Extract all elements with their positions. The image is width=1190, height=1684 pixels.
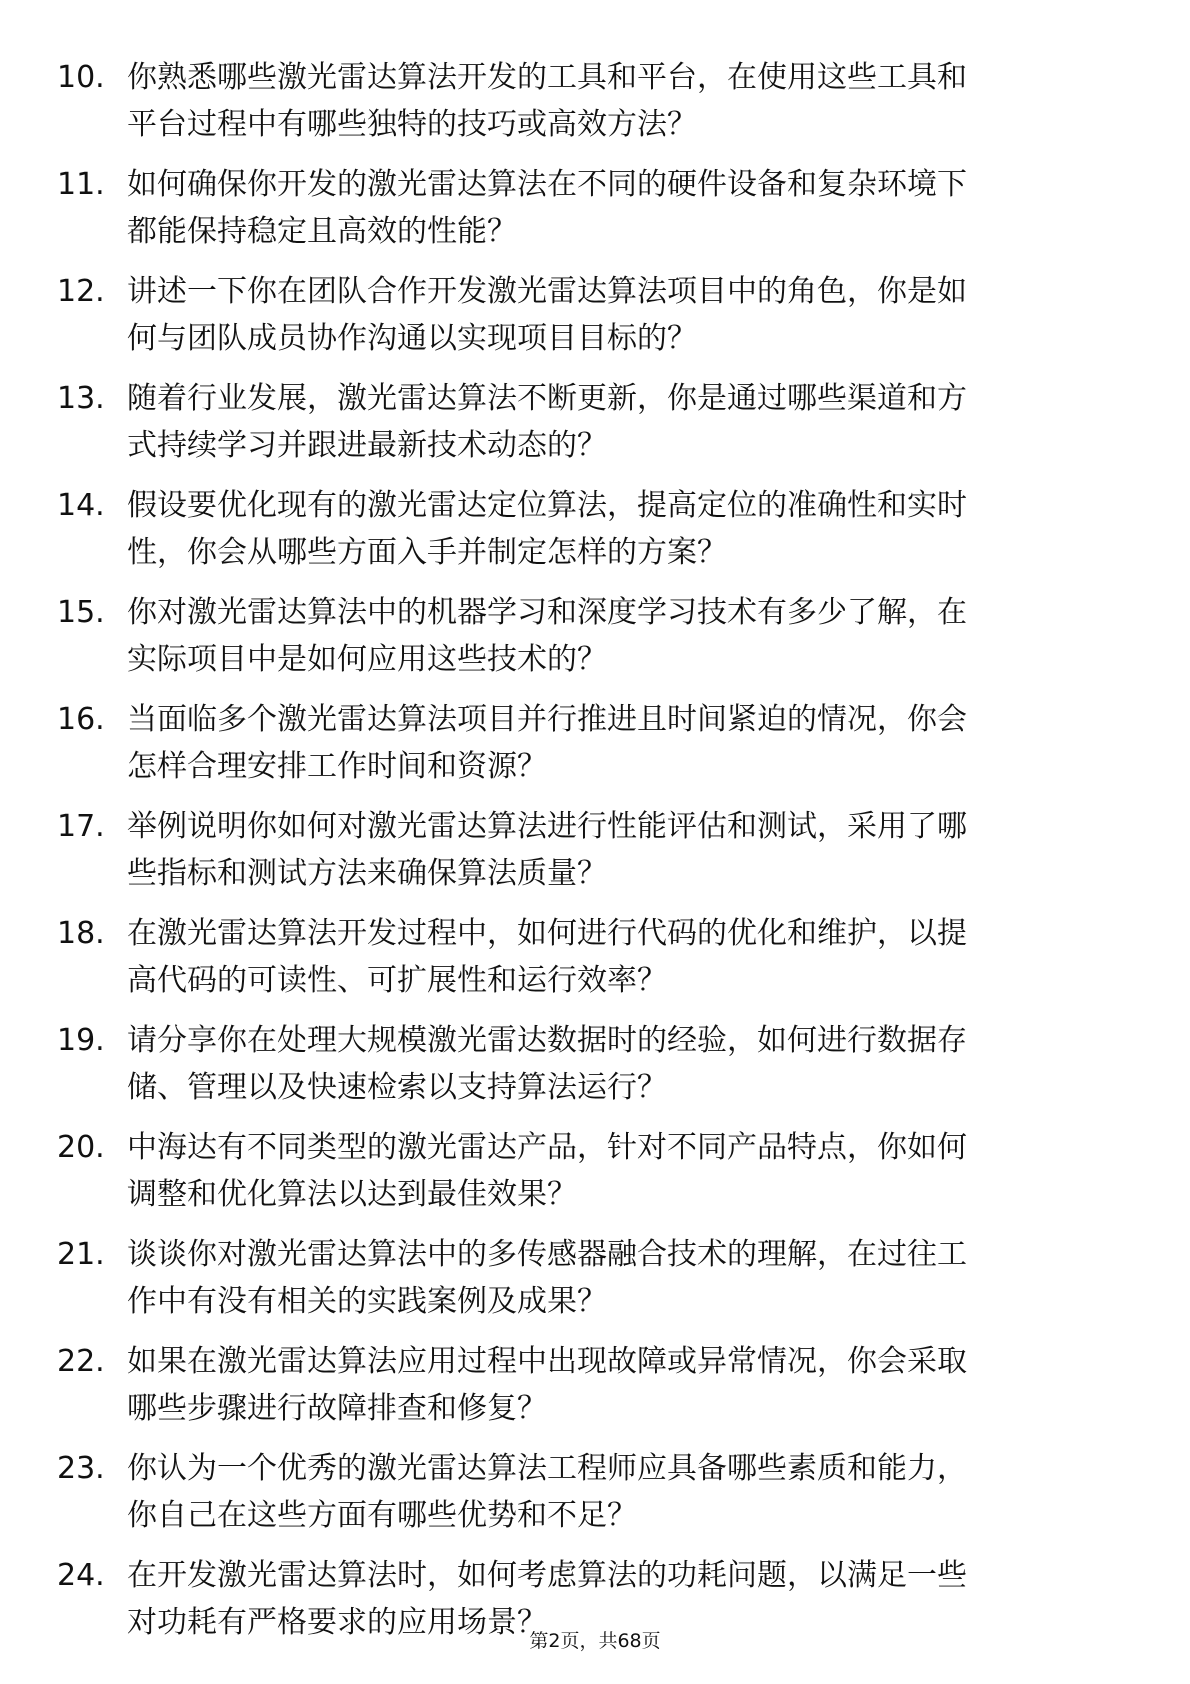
question-item bbox=[0, 1231, 1190, 1338]
question-line: 性，你会从哪些方面入手并制定怎样的方案？ bbox=[127, 535, 727, 570]
question-text bbox=[127, 589, 1117, 683]
question-number: 20. bbox=[57, 1130, 105, 1165]
question-text bbox=[127, 161, 1117, 255]
question-line: 怎样合理安排工作时间和资源？ bbox=[127, 749, 547, 784]
question-line: 平台过程中有哪些独特的技巧或高效方法？ bbox=[127, 107, 697, 142]
question-number: 12. bbox=[57, 274, 105, 309]
question-line: 中海达有不同类型的激光雷达产品，针对不同产品特点，你如何 bbox=[127, 1130, 967, 1165]
question-number: 13. bbox=[57, 381, 105, 416]
question-line: 举例说明你如何对激光雷达算法进行性能评估和测试，采用了哪 bbox=[127, 809, 967, 844]
question-line: 如何确保你开发的激光雷达算法在不同的硬件设备和复杂环境下 bbox=[127, 167, 967, 202]
question-line: 高代码的可读性、可扩展性和运行效率？ bbox=[127, 963, 667, 998]
question-number: 10. bbox=[57, 60, 105, 95]
question-number: 11. bbox=[57, 167, 105, 202]
question-line: 在开发激光雷达算法时，如何考虑算法的功耗问题，以满足一些 bbox=[127, 1558, 967, 1593]
question-line: 储、管理以及快速检索以支持算法运行？ bbox=[127, 1070, 667, 1105]
question-item bbox=[0, 482, 1190, 589]
question-item bbox=[0, 1017, 1190, 1124]
question-number: 23. bbox=[57, 1451, 105, 1486]
question-number: 14. bbox=[57, 488, 105, 523]
question-item bbox=[0, 1124, 1190, 1231]
question-item bbox=[0, 803, 1190, 910]
question-line: 都能保持稳定且高效的性能？ bbox=[127, 214, 517, 249]
question-item bbox=[0, 1338, 1190, 1445]
question-line: 你熟悉哪些激光雷达算法开发的工具和平台，在使用这些工具和 bbox=[127, 60, 967, 95]
question-number: 16. bbox=[57, 702, 105, 737]
page-footer: 第2页，共68页 bbox=[529, 1630, 661, 1652]
question-text bbox=[127, 1338, 1117, 1432]
question-line: 哪些步骤进行故障排查和修复？ bbox=[127, 1391, 547, 1426]
question-text bbox=[127, 1231, 1117, 1325]
question-line: 实际项目中是如何应用这些技术的？ bbox=[127, 642, 607, 677]
question-text bbox=[127, 1124, 1117, 1218]
question-number: 22. bbox=[57, 1344, 105, 1379]
question-line: 当面临多个激光雷达算法项目并行推进且时间紧迫的情况，你会 bbox=[127, 702, 967, 737]
question-line: 讲述一下你在团队合作开发激光雷达算法项目中的角色，你是如 bbox=[127, 274, 967, 309]
question-text bbox=[127, 1445, 1117, 1539]
question-line: 你对激光雷达算法中的机器学习和深度学习技术有多少了解，在 bbox=[127, 595, 967, 630]
question-item bbox=[0, 589, 1190, 696]
question-line: 请分享你在处理大规模激光雷达数据时的经验，如何进行数据存 bbox=[127, 1023, 967, 1058]
question-text bbox=[127, 375, 1117, 469]
question-item bbox=[0, 161, 1190, 268]
question-item bbox=[0, 54, 1190, 161]
question-list bbox=[0, 54, 1190, 1659]
question-item bbox=[0, 375, 1190, 482]
question-text bbox=[127, 482, 1117, 576]
question-number: 18. bbox=[57, 916, 105, 951]
question-line: 假设要优化现有的激光雷达定位算法，提高定位的准确性和实时 bbox=[127, 488, 967, 523]
question-number: 19. bbox=[57, 1023, 105, 1058]
question-line: 你自己在这些方面有哪些优势和不足？ bbox=[127, 1498, 637, 1533]
question-line: 作中有没有相关的实践案例及成果？ bbox=[127, 1284, 607, 1319]
question-number: 17. bbox=[57, 809, 105, 844]
question-text bbox=[127, 803, 1117, 897]
question-text bbox=[127, 910, 1117, 1004]
question-line: 调整和优化算法以达到最佳效果？ bbox=[127, 1177, 577, 1212]
question-number: 21. bbox=[57, 1237, 105, 1272]
question-number: 24. bbox=[57, 1558, 105, 1593]
question-line: 如果在激光雷达算法应用过程中出现故障或异常情况，你会采取 bbox=[127, 1344, 967, 1379]
question-text bbox=[127, 1017, 1117, 1111]
question-item bbox=[0, 910, 1190, 1017]
question-line: 些指标和测试方法来确保算法质量？ bbox=[127, 856, 607, 891]
question-item bbox=[0, 696, 1190, 803]
question-line: 式持续学习并跟进最新技术动态的？ bbox=[127, 428, 607, 463]
question-line: 随着行业发展，激光雷达算法不断更新，你是通过哪些渠道和方 bbox=[127, 381, 967, 416]
question-line: 谈谈你对激光雷达算法中的多传感器融合技术的理解，在过往工 bbox=[127, 1237, 967, 1272]
question-text bbox=[127, 54, 1117, 148]
question-text bbox=[127, 268, 1117, 362]
question-text bbox=[127, 696, 1117, 790]
question-number: 15. bbox=[57, 595, 105, 630]
question-line: 何与团队成员协作沟通以实现项目目标的？ bbox=[127, 321, 697, 356]
question-item bbox=[0, 1445, 1190, 1552]
question-line: 你认为一个优秀的激光雷达算法工程师应具备哪些素质和能力， bbox=[127, 1451, 967, 1486]
question-line: 对功耗有严格要求的应用场景？ bbox=[127, 1605, 547, 1640]
question-item bbox=[0, 268, 1190, 375]
question-line: 在激光雷达算法开发过程中，如何进行代码的优化和维护，以提 bbox=[127, 916, 967, 951]
